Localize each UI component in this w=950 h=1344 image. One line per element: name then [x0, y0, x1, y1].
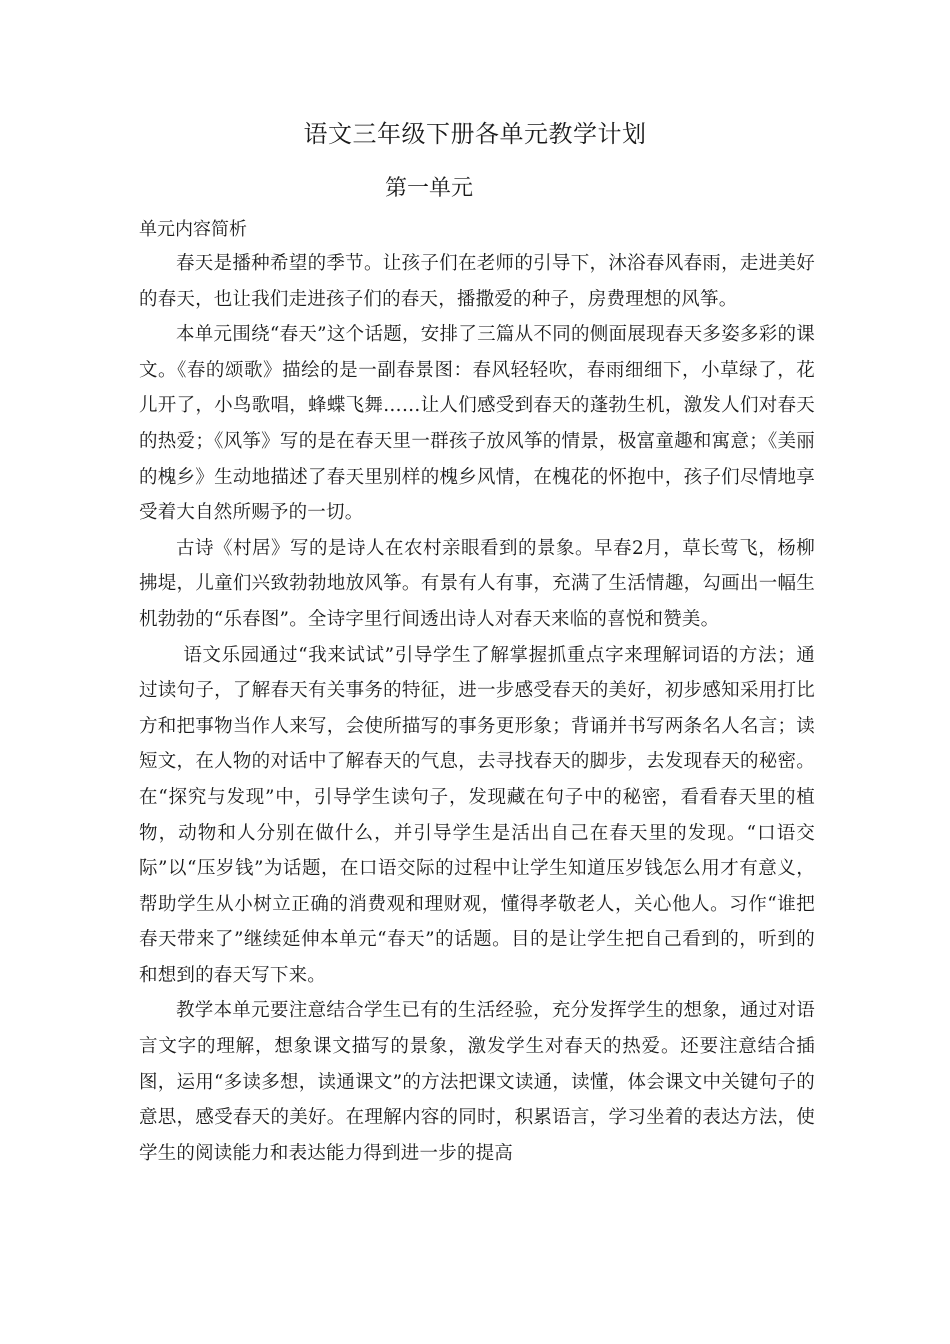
body-text	[139, 246, 815, 1171]
paragraph-unit-overview: 本单元围绕“春天”这个话题，安排了三篇从不同的侧面展现春天多姿多彩的课文。《春的颂歌》描绘的是一副春景图：春风轻轻吹，春雨细细下，小草绿了，花儿开了，小鸟歌唱，蜂蝶飞舞……让人们感受到春天的蓬勃生机，激发人们对春天的热爱；《风筝》写的是在春天里一群孩子放风筝的情景，极富童趣和寓意；《美丽的槐乡》生动地描述了春天里别样的槐乡风情，在槐花的怀抱中，孩子们尽情地享受着大自然所赐予的一切。	[139, 324, 815, 524]
paragraph-ancient-poem: 古诗《村居》写的是诗人在农村亲眼看到的景象。早春2月，草长莺飞，杨柳拂堤，儿童们兴致勃勃地放风筝。有景有人有事，充满了生活情趣，勾画出一幅生机勃勃的“乐春图”。全诗字里行间透出诗人对春天来临的喜悦和赞美。	[139, 537, 815, 630]
paragraph-spring-intro: 春天是播种希望的季节。让孩子们在老师的引导下，沐浴春风春雨，走进美好的春天，也让我们走进孩子们的春天，播撒爱的种子，房费理想的风筝。	[139, 253, 815, 310]
document-title: 语文三年级下册各单元教学计划	[303, 120, 647, 148]
paragraph-language-garden: 语文乐园通过“我来试试”引导学生了解掌握抓重点字来理解词语的方法；通过读句子，了解春天有关事务的特征，进一步感受春天的美好，初步感知采用打比方和把事物当作人来写，会使所描写的事务更形象；背诵并书写两条名人名言；读短文，在人物的对话中了解春天的气息，去寻找春天的脚步，去发现春天的秘密。在“探究与发现”中，引导学生读句子，发现藏在句子中的秘密，看看春天里的植物，动物和人分别在做什么，并引导学生是活出自己在春天里的发现。“口语交际”以“压岁钱”为话题，在口语交际的过程中让学生知道压岁钱怎么用才有意义，帮助学生从小树立正确的消费观和理财观，懂得孝敬老人，关心他人。习作“谁把春天带来了”继续延伸本单元“春天”的话题。目的是让学生把自己看到的，听到的和想到的春天写下来。	[139, 644, 815, 986]
unit-title: 第一单元	[385, 176, 474, 201]
paragraph-teaching-notes: 教学本单元要注意结合学生已有的生活经验，充分发挥学生的想象，通过对语言文字的理解，想象课文描写的景象，激发学生对春天的热爱。还要注意结合插图，运用“多读多想，读通课文”的方法把课文读通，读懂，体会课文中关键句子的意思，感受春天的美好。在理解内容的同时，积累语言，学习坐着的表达方法，使学生的阅读能力和表达能力得到进一步的提高	[139, 1000, 815, 1164]
section-label: 单元内容简析	[139, 219, 247, 240]
